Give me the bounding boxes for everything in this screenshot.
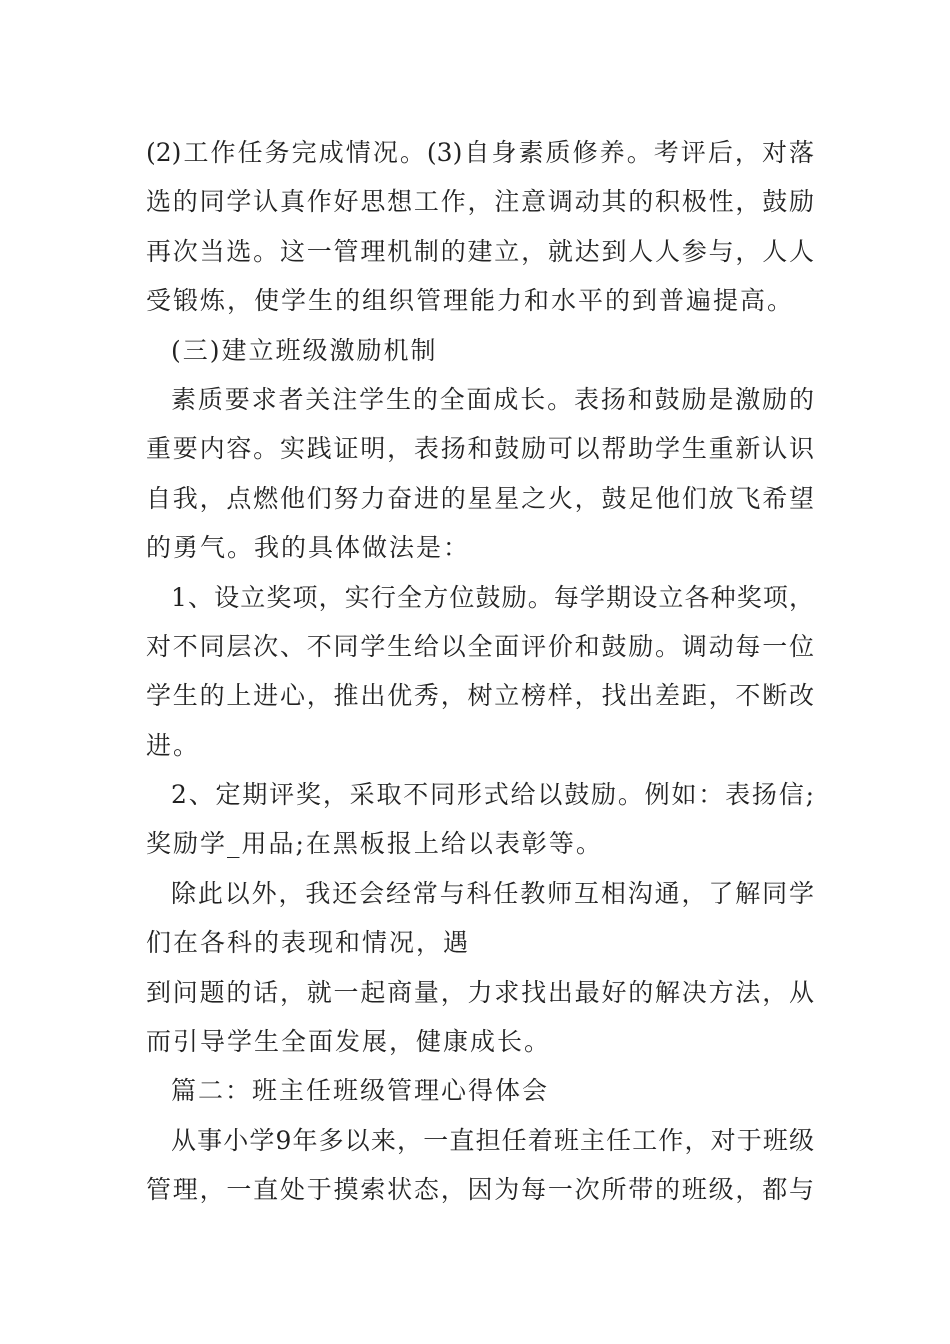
section-heading: (三)建立班级激励机制 xyxy=(171,335,438,365)
paragraph-line: 选的同学认真作好思想工作，注意调动其的积极性，鼓励 xyxy=(146,187,814,217)
section-heading: 篇二：班主任班级管理心得体会 xyxy=(171,1076,550,1106)
paragraph-line: 到问题的话，就一起商量，力求找出最好的解决方法，从 xyxy=(146,977,814,1007)
list-item-line: 进。 xyxy=(146,730,201,760)
paragraph-line: 从事小学9年多以来，一直担任着班主任工作，对于班级 xyxy=(171,1125,814,1155)
paragraph-line: 受锻炼，使学生的组织管理能力和水平的到普遍提高。 xyxy=(146,286,795,316)
paragraph-line: 们在各科的表现和情况，遇 xyxy=(146,928,471,958)
list-item-line: 学生的上进心，推出优秀，树立榜样，找出差距，不断改 xyxy=(146,681,814,711)
paragraph-line: (2)工作任务完成情况。(3)自身素质修养。考评后，对落 xyxy=(146,138,814,167)
document-body xyxy=(146,128,814,1215)
list-item-line: 2、定期评奖，采取不同形式给以鼓励。例如：表扬信; xyxy=(171,780,814,810)
list-item-line: 对不同层次、不同学生给以全面评价和鼓励。调动每一位 xyxy=(146,631,814,661)
paragraph-line: 自我，点燃他们努力奋进的星星之火，鼓足他们放飞希望 xyxy=(146,483,814,513)
paragraph-line: 而引导学生全面发展，健康成长。 xyxy=(146,1027,552,1057)
paragraph-line: 除此以外，我还会经常与科任教师互相沟通，了解同学 xyxy=(171,878,814,908)
paragraph-line: 的勇气。我的具体做法是： xyxy=(146,533,471,563)
list-item-line: 1、设立奖项，实行全方位鼓励。每学期设立各种奖项， xyxy=(171,582,814,612)
paragraph-line: 素质要求者关注学生的全面成长。表扬和鼓励是激励的 xyxy=(171,384,814,414)
list-item-line: 奖励学_用品;在黑板报上给以表彰等。 xyxy=(146,829,603,859)
paragraph-line: 管理，一直处于摸索状态，因为每一次所带的班级，都与 xyxy=(146,1175,814,1205)
paragraph-line: 再次当选。这一管理机制的建立，就达到人人参与，人人 xyxy=(146,236,814,266)
paragraph-line: 重要内容。实践证明，表扬和鼓励可以帮助学生重新认识 xyxy=(146,434,814,464)
